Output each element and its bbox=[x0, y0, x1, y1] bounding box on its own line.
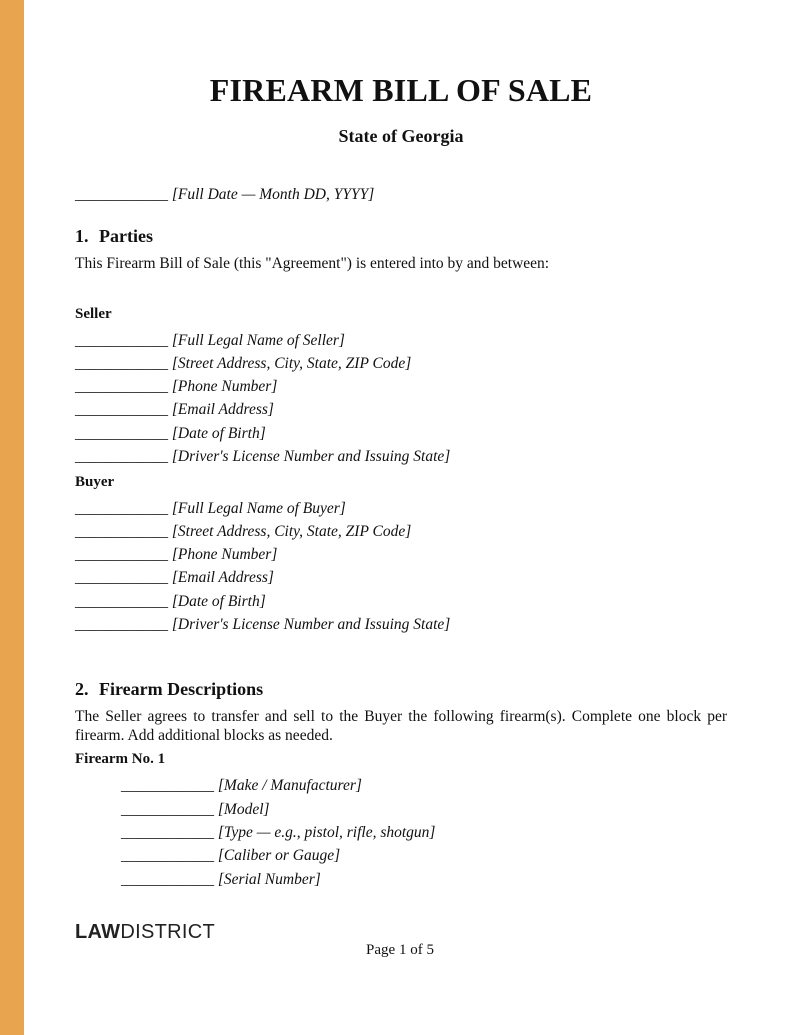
buyer-field bbox=[75, 568, 274, 588]
field-placeholder: [Phone Number] bbox=[171, 546, 278, 563]
field-blank[interactable]: ____________ bbox=[75, 378, 168, 395]
field-blank[interactable]: ____________ bbox=[75, 500, 168, 517]
field-placeholder: [Street Address, City, State, ZIP Code] bbox=[171, 355, 412, 372]
date-line bbox=[75, 185, 374, 205]
side-accent-bar bbox=[0, 0, 24, 1035]
field-placeholder: [Driver's License Number and Issuing State] bbox=[171, 448, 451, 465]
field-placeholder: [Date of Birth] bbox=[171, 425, 266, 442]
field-blank[interactable]: ____________ bbox=[75, 569, 168, 586]
field-blank[interactable]: ____________ bbox=[75, 616, 168, 633]
field-placeholder: [Date of Birth] bbox=[171, 593, 266, 610]
firearm-field bbox=[121, 823, 435, 843]
lawdistrict-logo bbox=[75, 921, 215, 944]
section-2-title: Firearm Descriptions bbox=[99, 679, 264, 699]
field-placeholder: [Street Address, City, State, ZIP Code] bbox=[171, 523, 412, 540]
firearm-field bbox=[121, 776, 362, 796]
buyer-field bbox=[75, 615, 450, 635]
buyer-field bbox=[75, 592, 266, 612]
section-1-title: Parties bbox=[99, 226, 153, 246]
field-placeholder: [Full Legal Name of Seller] bbox=[171, 332, 345, 349]
buyer-label: Buyer bbox=[75, 474, 115, 490]
field-placeholder: [Email Address] bbox=[171, 569, 274, 586]
seller-field bbox=[75, 424, 266, 444]
seller-field bbox=[75, 331, 345, 351]
section-1-number: 1. bbox=[75, 226, 89, 246]
buyer-field bbox=[75, 499, 346, 519]
seller-field bbox=[75, 377, 277, 397]
field-blank[interactable]: ____________ bbox=[121, 847, 214, 864]
firearm-field bbox=[121, 870, 321, 890]
field-blank[interactable]: ____________ bbox=[75, 593, 168, 610]
seller-label: Seller bbox=[75, 306, 112, 322]
field-blank[interactable]: ____________ bbox=[121, 824, 214, 841]
firearm-label: Firearm No. 1 bbox=[75, 751, 166, 767]
seller-field bbox=[75, 354, 411, 374]
document-title: FIREARM BILL OF SALE bbox=[209, 72, 593, 108]
date-placeholder: [Full Date — Month DD, YYYY] bbox=[171, 186, 375, 203]
field-placeholder: [Email Address] bbox=[171, 401, 274, 418]
field-blank[interactable]: ____________ bbox=[121, 777, 214, 794]
seller-field bbox=[75, 447, 450, 467]
buyer-field bbox=[75, 522, 411, 542]
field-blank[interactable]: ____________ bbox=[121, 801, 214, 818]
field-placeholder: [Full Legal Name of Buyer] bbox=[171, 500, 346, 517]
field-blank[interactable]: ____________ bbox=[75, 401, 168, 418]
field-placeholder: [Phone Number] bbox=[171, 378, 278, 395]
firearm-field bbox=[121, 800, 270, 820]
section-2-number: 2. bbox=[75, 679, 89, 699]
firearm-field bbox=[121, 846, 340, 866]
field-placeholder: [Model] bbox=[217, 801, 270, 818]
field-blank[interactable]: ____________ bbox=[121, 871, 214, 888]
document-subtitle: State of Georgia bbox=[338, 126, 464, 146]
section-2-intro: The Seller agrees to transfer and sell to the Buyer the following firearm(s). Complete one block per firearm. Add additional blocks as needed. bbox=[75, 708, 727, 744]
field-blank[interactable]: ____________ bbox=[75, 546, 168, 563]
field-blank[interactable]: ____________ bbox=[75, 355, 168, 372]
page-number: Page 1 of 5 bbox=[366, 942, 434, 958]
section-1-heading bbox=[75, 226, 153, 247]
field-blank[interactable]: ____________ bbox=[75, 332, 168, 349]
field-placeholder: [Driver's License Number and Issuing State] bbox=[171, 616, 451, 633]
field-blank[interactable]: ____________ bbox=[75, 425, 168, 442]
field-placeholder: [Make / Manufacturer] bbox=[217, 777, 362, 794]
date-blank[interactable]: ____________ bbox=[75, 186, 168, 203]
section-1-intro: This Firearm Bill of Sale (this "Agreement") is entered into by and between: bbox=[75, 255, 550, 272]
seller-field bbox=[75, 400, 274, 420]
logo-part-law: LAW bbox=[75, 921, 121, 943]
field-placeholder: [Type — e.g., pistol, rifle, shotgun] bbox=[217, 824, 436, 841]
buyer-field bbox=[75, 545, 277, 565]
section-2-heading bbox=[75, 679, 263, 700]
field-blank[interactable]: ____________ bbox=[75, 523, 168, 540]
logo-part-district: DISTRICT bbox=[120, 921, 215, 943]
field-blank[interactable]: ____________ bbox=[75, 448, 168, 465]
field-placeholder: [Serial Number] bbox=[217, 871, 321, 888]
field-placeholder: [Caliber or Gauge] bbox=[217, 847, 341, 864]
